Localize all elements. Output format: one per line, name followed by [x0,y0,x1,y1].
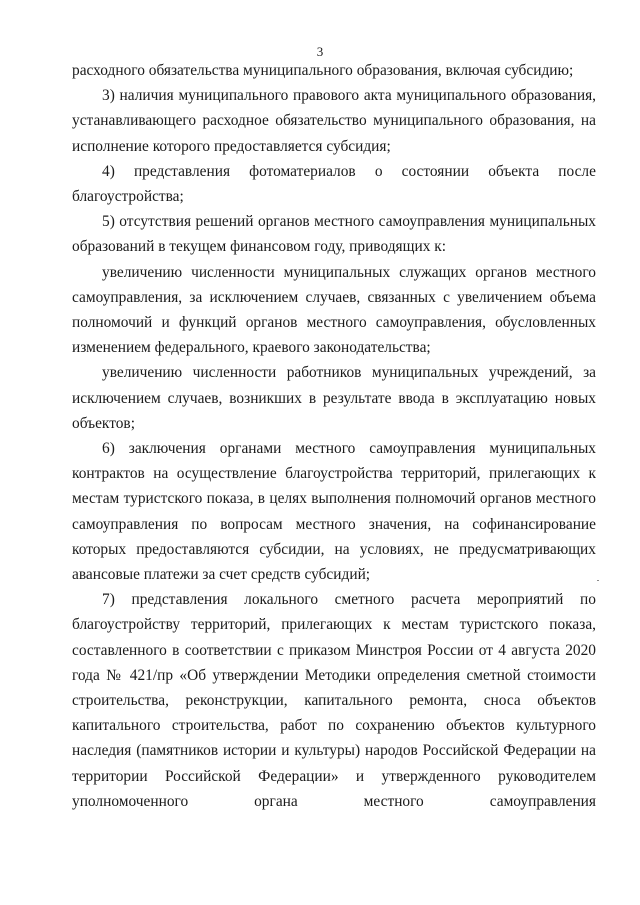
word: представления [131,591,228,609]
word: 4) [102,162,115,180]
document-body [72,58,596,814]
paragraph-item-5-sub-b: увеличению численности работников муниципальных учреждений, за исключением случаев, возникших в результате ввода в эксплуатацию новых объектов; [72,364,596,432]
paragraph-item-3: 3) наличия муниципального правового акта муниципального образования, устанавливающего расходное обязательство муниципального образования, на исполнение которого предоставляется субсидия; [72,87,596,155]
paragraph-item-4-rest: благоустройства; [72,188,184,206]
word: после [558,162,596,180]
word: о [374,162,383,180]
paragraph-continuation: расходного обязательства муниципального образования, включая субсидию; [72,62,574,79]
paragraph-item-7-rest: благоустройству территорий, прилегающих к местам туристского показа, составленного в соответствии с приказом Минстроя России от 4 августа 2020 года № 421/пр «Об утверждении Методики определения сметной стоимости строительства, реконструкции, капитального ремонта, сноса объектов капитального строительства, работ по сохранению объектов культурного наследия (памятников истории и культуры) народов Российской Федерации на территории Российской Федерации» и утвержденного руководителем уполномоченного органа местного самоуправления [72,616,596,810]
word: фотоматериалов [249,162,356,180]
paragraph-item-5: 5) отсутствия решений органов местного самоуправления муниципальных образований в текущем финансовом году, приводящих к: [72,213,596,256]
paragraph-item-6: 6) заключения органами местного самоуправления муниципальных контрактов на осуществление благоустройства территорий, прилегающих к местам туристского показа, в целях выполнения полномочий органов местного самоуправления по вопросам местного значения, на софинансирование которых предоставляются субсидии, на условиях, не предусматривающих авансовые платежи за счет средств субсидий; [72,440,596,584]
word: расчета [410,591,461,609]
paragraph-item-5-sub-a: увеличению численности муниципальных служащих органов местного самоуправления, за исключением случаев, связанных с увеличением объема полномочий и функций органов местного самоуправления, обусловленных изменением федерального, краевого законодательства; [72,263,596,357]
word: 7) [102,591,115,609]
scan-artifact [597,580,599,581]
page-number: 3 [316,44,324,59]
word: состоянии [401,162,470,180]
word: сметного [334,591,395,609]
word: по [580,591,596,609]
word: локального [244,591,319,609]
word: представления [133,162,231,180]
word: объекта [488,162,540,180]
paragraph-item-7-first-line [72,587,596,612]
paragraph-item-4-first-line [72,159,596,184]
word: мероприятий [476,591,564,609]
